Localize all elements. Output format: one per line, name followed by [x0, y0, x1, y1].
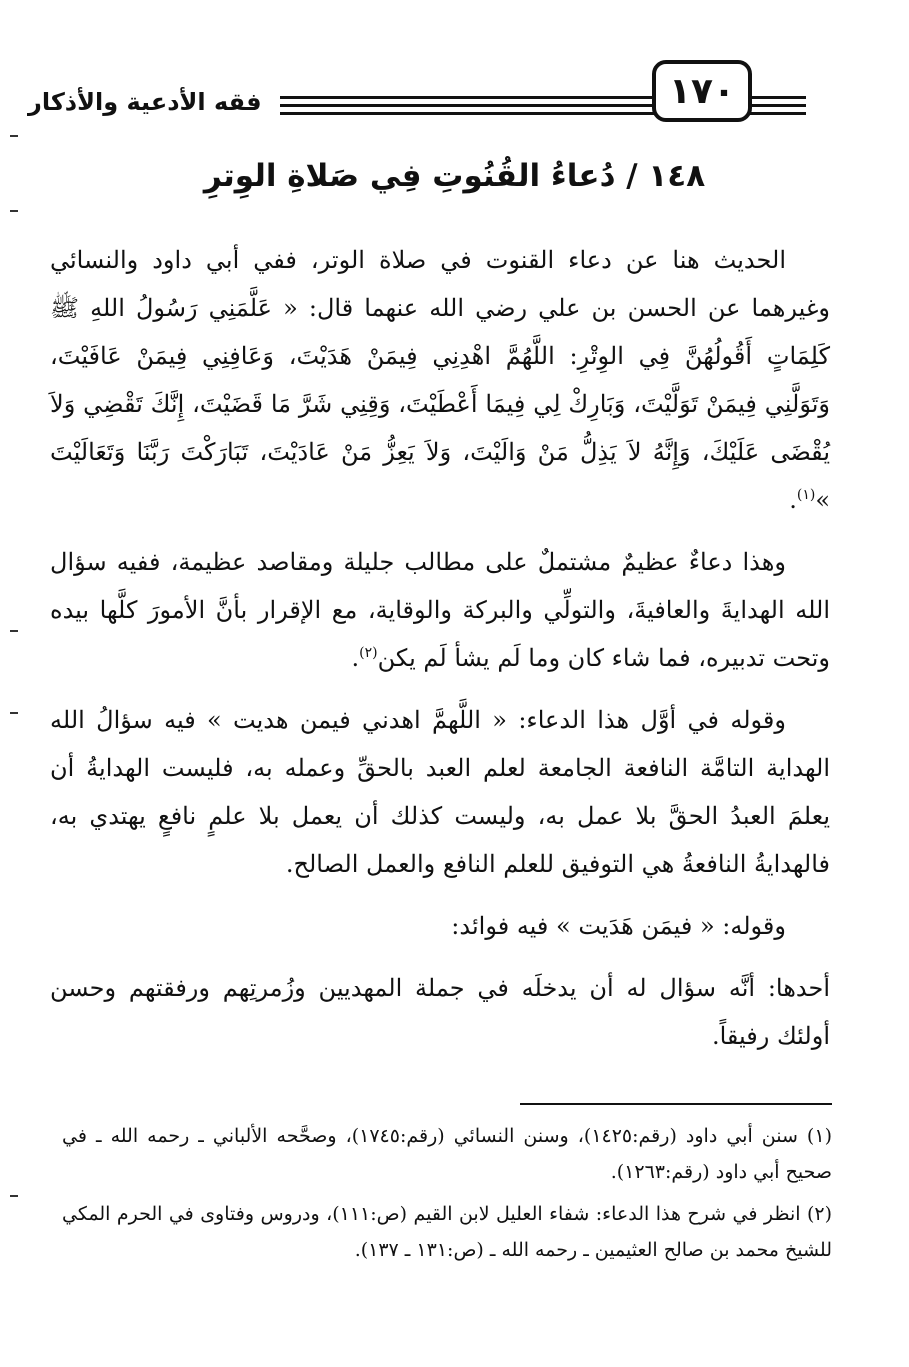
footnotes	[62, 1118, 832, 1274]
body-text	[50, 236, 830, 1074]
running-header	[28, 58, 818, 128]
paragraph: وقوله في أوَّل هذا الدعاء: « اللَّهمَّ اهدني فيمن هديت » فيه سؤالُ الله الهداية التامَّة النافعة الجامعة لعلم العبد بالحقِّ وعمله به، فليست الهدايةُ أن يعلمَ العبدُ الحقَّ بلا عمل به، وليست كذلك أن يعمل بلا علمٍ نافعٍ يهتدي به، فالهدايةُ النافعةُ هي التوفيق للعلم النافع والعمل الصالح.	[50, 706, 831, 878]
scan-mark	[10, 712, 18, 714]
paragraph: أحدها: أنَّه سؤال له أن يدخلَه في جملة المهديين وزُمرتِهم ورفقتهم وحسن أولئك رفيقاً.	[50, 974, 830, 1050]
header-rule	[750, 96, 806, 99]
header-rule	[750, 112, 806, 115]
scan-mark	[10, 135, 18, 137]
section-heading: ١٤٨ / دُعاءُ القُنُوتِ فِي صَلاةِ الوِترِ	[203, 158, 706, 194]
paragraph: الحديث هنا عن دعاء القنوت في صلاة الوتر، ففي أبي داود والنسائي وغيرهما عن الحسن بن علي رضي الله عنهما قال: « عَلَّمَنِي رَسُولُ اللهِ ﷺ كَلِمَاتٍ أَقُولُهُنَّ فِي الوِتْرِ: اللَّهُمَّ اهْدِنِي فِيمَنْ هَدَيْتَ، وَعَافِنِي فِيمَنْ عَافَيْتَ، وَتَوَلَّنِي فِيمَنْ تَوَلَّيْتَ، وَبَارِكْ لِي فِيمَا أَعْطَيْتَ، وَقِنِي شَرَّ مَا قَضَيْتَ، إِنَّكَ تَقْضِي وَلاَ يُقْضَى عَلَيْكَ، وَإِنَّهُ لاَ يَذِلُّ مَنْ وَالَيْتَ، وَلاَ يَعِزُّ مَنْ عَادَيْتَ، تَبَارَكْتَ رَبَّنَا وَتَعَالَيْتَ »$^{(١)}$.	[50, 246, 830, 514]
header-rule	[280, 96, 655, 99]
footnote: (٢) انظر في شرح هذا الدعاء: شفاء العليل لابن القيم (ص:١١١)، ودروس وفتاوى في الحرم المكي للشيخ محمد بن صالح العثيمين ـ رحمه الله ـ (ص:١٣١ ـ ١٣٧).	[62, 1203, 832, 1261]
header-rule	[280, 104, 655, 107]
footnote-ref: (٢)	[359, 645, 378, 661]
header-rule	[750, 104, 806, 107]
page-number: ١٧٠	[652, 60, 752, 122]
paragraph: وهذا دعاءٌ عظيمٌ مشتملٌ على مطالب جليلة ومقاصد عظيمة، ففيه سؤال الله الهدايةَ والعافيةَ، والتولِّي والبركة والوقاية، مع الإقرار بأنَّ الأمورَ كلَّها بيده وتحت تدبيره، فما شاء كان وما لَم يشأ لَم يكن$^{(٢)}$.	[50, 548, 830, 672]
footnote-separator	[520, 1103, 832, 1105]
book-title: فقه الأدعية والأذكار	[28, 88, 262, 116]
footnote: (١) سنن أبي داود (رقم:١٤٢٥)، وسنن النسائي (رقم:١٧٤٥)، وصحَّحه الألباني ـ رحمه الله ـ في صحيح أبي داود (رقم:١٢٦٣).	[62, 1125, 832, 1183]
scan-mark	[10, 630, 18, 632]
scan-mark	[10, 210, 18, 212]
scan-mark	[10, 1195, 18, 1197]
footnote-ref: (١)	[796, 487, 816, 503]
paragraph: وقوله: « فيمَن هَدَيت » فيه فوائد:	[451, 912, 786, 940]
header-rule	[280, 112, 655, 115]
